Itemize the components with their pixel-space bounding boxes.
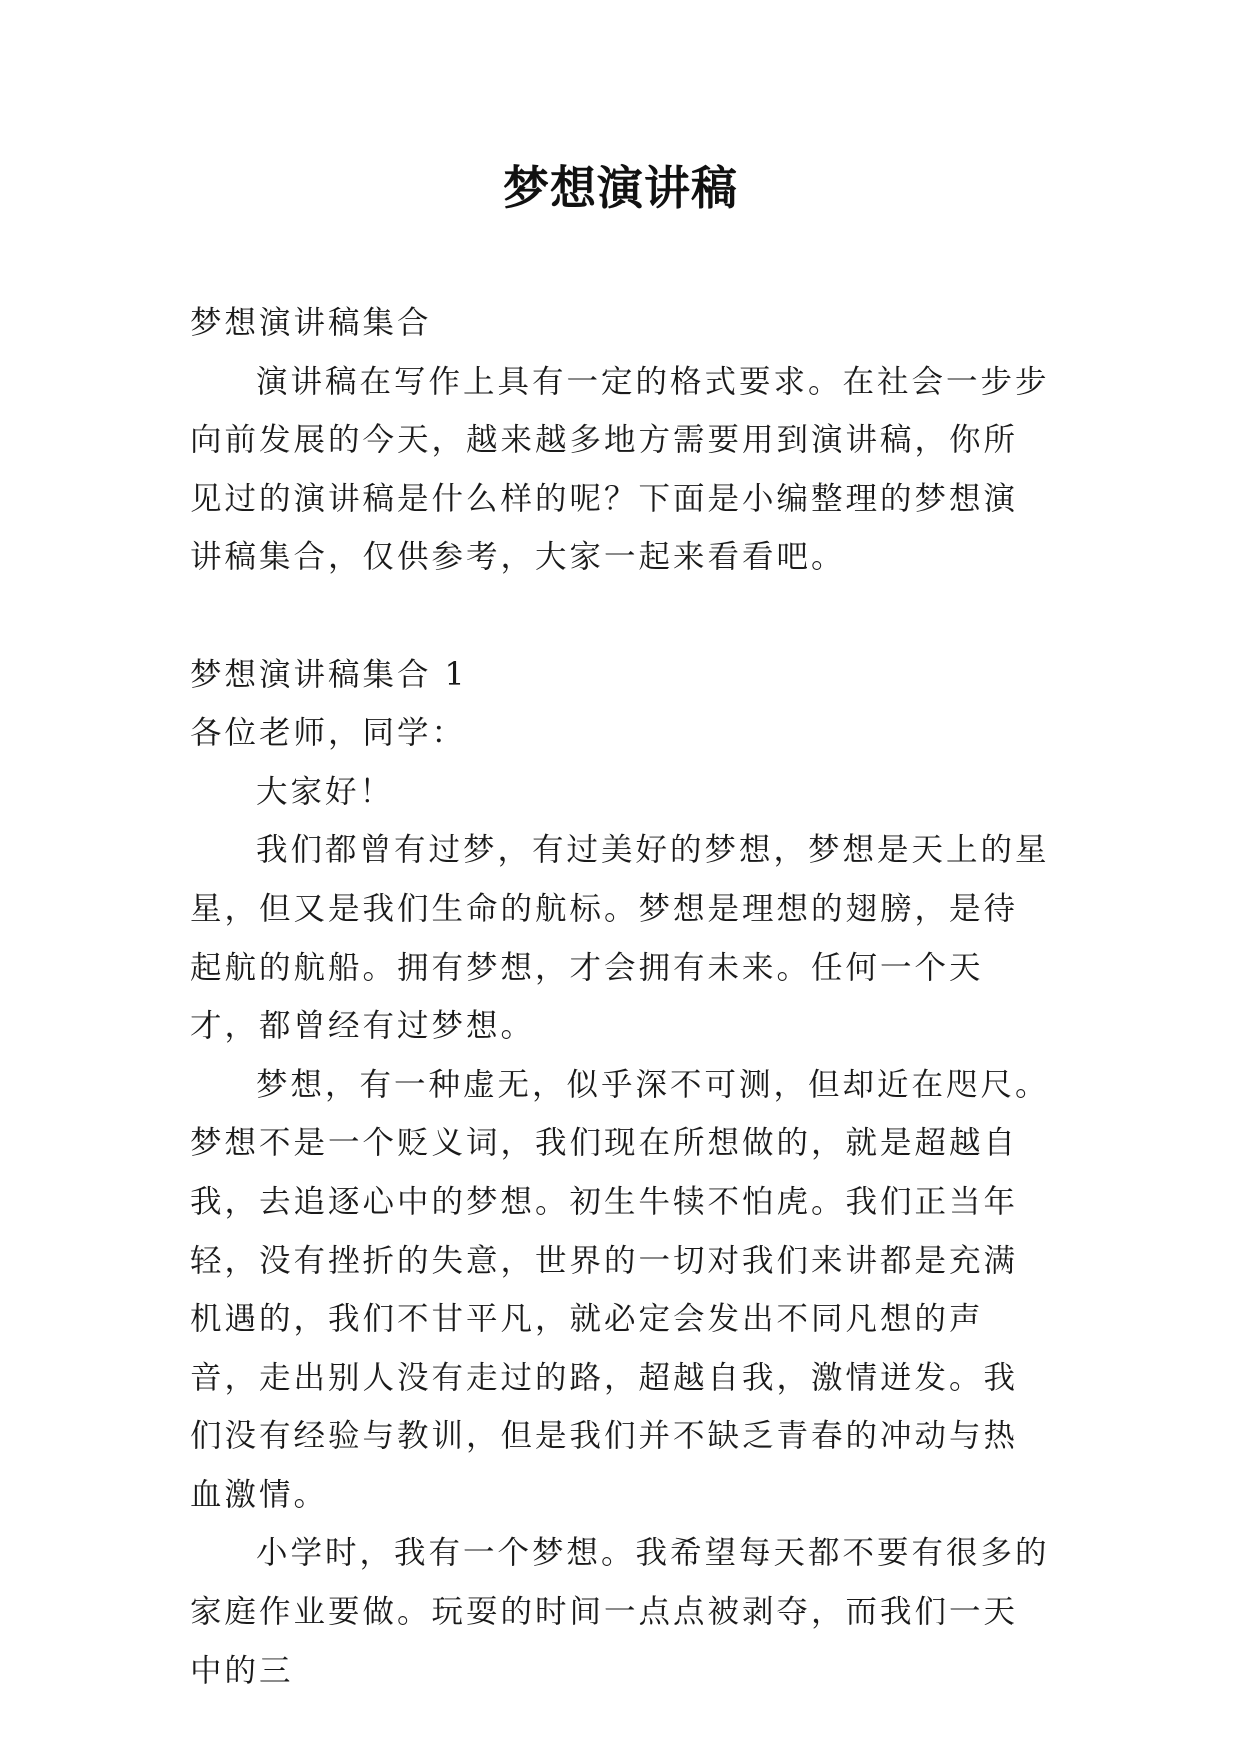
section-title: 梦想演讲稿集合 1 [190,656,468,693]
body-paragraph: 梦想，有一种虚无，似乎深不可测，但却近在咫尺。梦想不是一个贬义词，我们现在所想做的，就是超越自我，去追逐心中的梦想。初生牛犊不怕虎。我们正当年轻，没有挫折的失意，世界的一切对我们来讲都是充满机遇的，我们不甘平凡，就必定会发出不同凡想的声音，走出别人没有走过的路，超越自我，激情迸发。我们没有经验与教训，但是我们并不缺乏青春的冲动与热血激情。 [190,1066,1050,1513]
document-body [190,294,1052,1700]
salutation: 各位老师，同学： [190,715,467,752]
body-paragraph: 我们都曾有过梦，有过美好的梦想，梦想是天上的星星，但又是我们生命的航标。梦想是理想的翅膀，是待起航的航船。拥有梦想，才会拥有未来。任何一个天才，都曾经有过梦想。 [190,832,1050,1045]
body-paragraph: 小学时，我有一个梦想。我希望每天都不要有很多的家庭作业要做。玩耍的时间一点点被剥夺，而我们一天中的三 [190,1535,1050,1689]
collection-heading: 梦想演讲稿集合 [190,305,432,341]
greeting: 大家好！ [256,773,395,810]
document-title: 梦想演讲稿 [503,161,738,215]
intro-paragraph: 演讲稿在写作上具有一定的格式要求。在社会一步步向前发展的今天，越来越多地方需要用到演讲稿，你所见过的演讲稿是什么样的呢？下面是小编整理的梦想演讲稿集合，仅供参考，大家一起来看看吧。 [190,363,1050,576]
